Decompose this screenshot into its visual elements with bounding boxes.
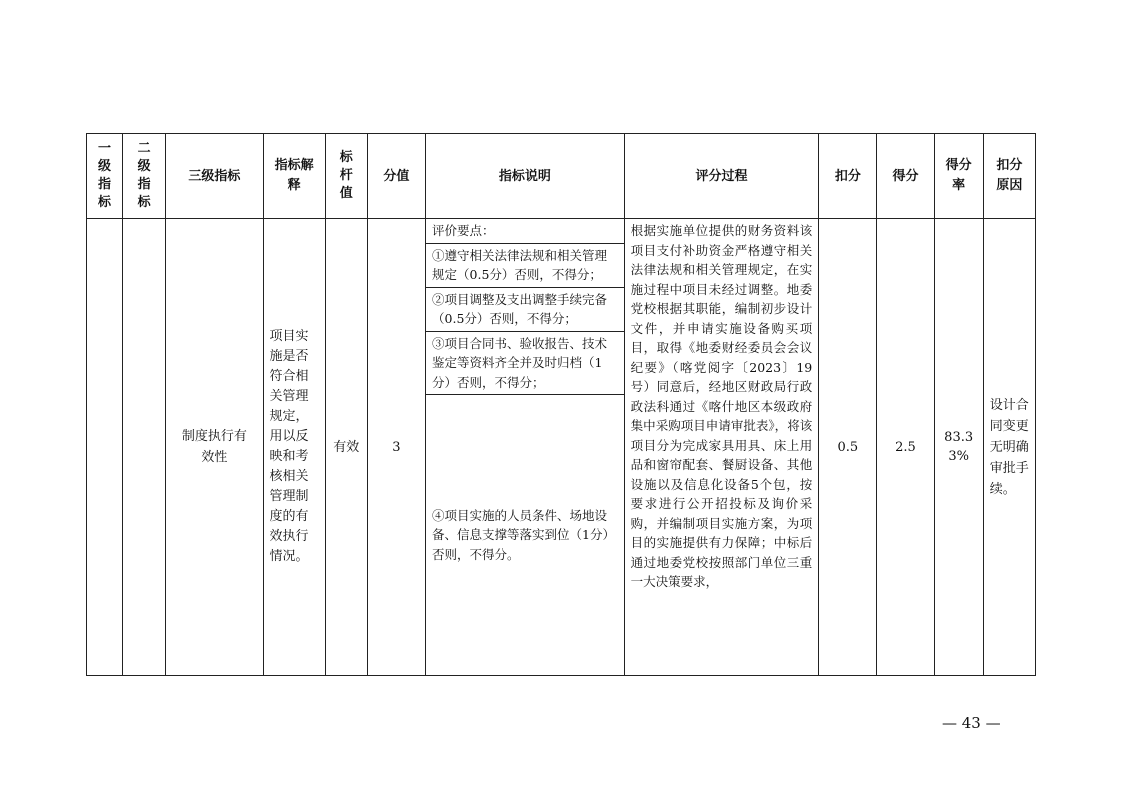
header-score-rate: 得分率	[934, 134, 983, 219]
header-score-value: 分值	[367, 134, 425, 219]
header-deduction: 扣分	[819, 134, 877, 219]
description-item: ②项目调整及支出调整手续完备（0.5分）否则，不得分；	[426, 288, 624, 332]
description-item: ③项目合同书、验收报告、技术鉴定等资料齐全并及时归档（1分）否则，不得分；	[426, 332, 624, 396]
cell-score-value: 3	[367, 219, 425, 676]
description-item: 评价要点：	[426, 219, 624, 244]
cell-explanation: 项目实施是否符合相关管理规定，用以反映和考核相关管理制度的有效执行情况。	[263, 219, 325, 676]
header-level3: 三级指标	[166, 134, 263, 219]
cell-level3: 制度执行有效性	[166, 219, 263, 676]
page-number: — 43 —	[942, 714, 1001, 732]
evaluation-table	[86, 133, 1036, 676]
cell-deduction: 0.5	[819, 219, 877, 676]
cell-benchmark: 有效	[325, 219, 367, 676]
cell-score: 2.5	[877, 219, 934, 676]
cell-level2	[123, 219, 166, 676]
cell-score-rate: 83.33%	[934, 219, 983, 676]
cell-process: 根据实施单位提供的财务资料该项目支付补助资金严格遵守相关法律法规和相关管理规定，在实施过程中项目未经过调整。地委党校根据其职能，编制初步设计文件，并申请实施设备购买项目，取得《地委财经委员会会议纪要》（喀党阅字〔2023〕19号）同意后，经地区财政局行政政法科通过《喀什地区本级政府集中采购项目申请审批表》，将该项目分为完成家具用具、床上用品和窗帘配套、餐厨设备、其他设施以及信息化设备5个包，按要求进行公开招投标及询价采购，并编制项目实施方案，为项目的实施提供有力保障；中标后通过地委党校按照部门单位三重一大决策要求，	[624, 219, 819, 676]
header-deduction-reason: 扣分原因	[983, 134, 1035, 219]
header-score: 得分	[877, 134, 934, 219]
header-row	[87, 134, 1036, 219]
header-description: 指标说明	[426, 134, 625, 219]
cell-level1	[87, 219, 123, 676]
cell-description	[426, 219, 625, 676]
header-process: 评分过程	[624, 134, 819, 219]
table-row	[87, 219, 1036, 676]
cell-deduction-reason: 设计合同变更无明确审批手续。	[983, 219, 1035, 676]
header-level1: 一级指标	[87, 134, 123, 219]
header-explanation: 指标解释	[263, 134, 325, 219]
description-list	[426, 219, 624, 675]
description-item: ④项目实施的人员条件、场地设备、信息支撑等落实到位（1分）否则，不得分。	[432, 507, 615, 562]
description-item: ①遵守相关法律法规和相关管理规定（0.5分）否则，不得分；	[426, 244, 624, 288]
header-level2: 二级指标	[123, 134, 166, 219]
header-benchmark: 标杆值	[325, 134, 367, 219]
